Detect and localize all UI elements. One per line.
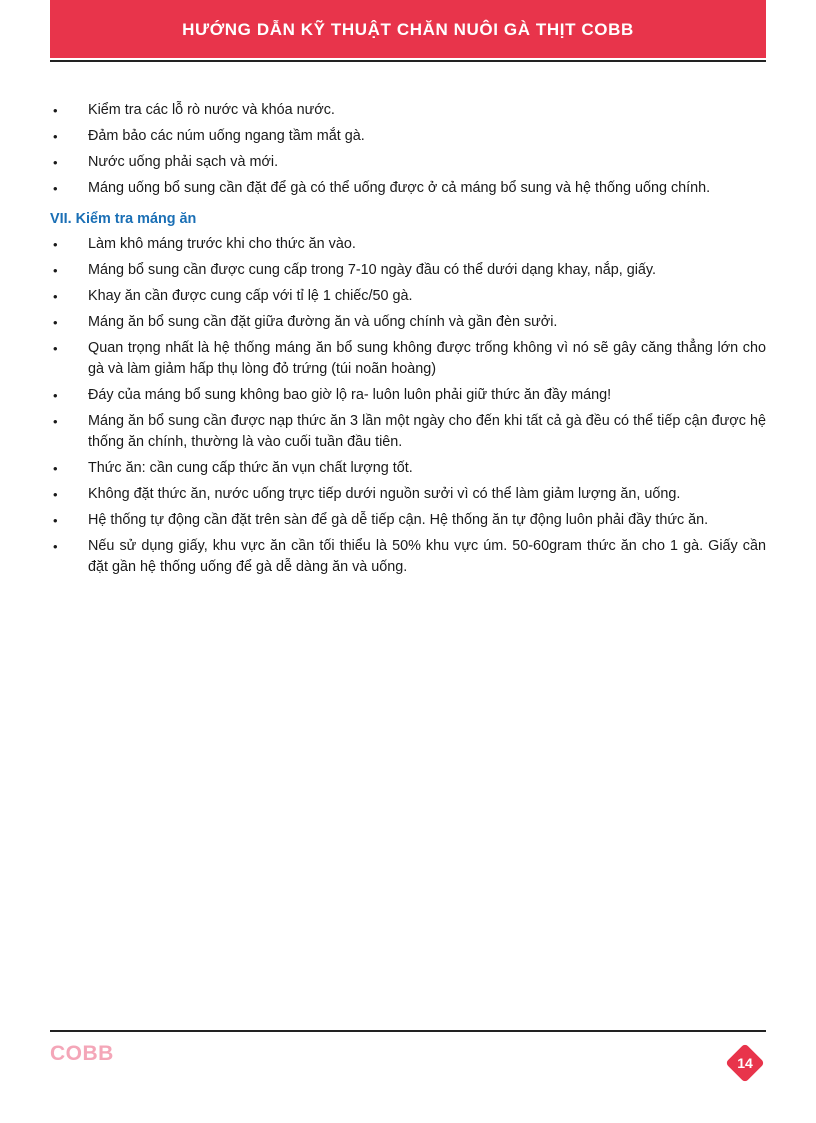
list-item: • Thức ăn: cần cung cấp thức ăn vụn chất lượng tốt. [50, 458, 766, 479]
list-item: • Kiểm tra các lỗ rò nước và khóa nước. [50, 100, 766, 121]
water-check-list [50, 100, 766, 199]
list-item: • Nước uống phải sạch và mới. [50, 152, 766, 173]
list-item: • Không đặt thức ăn, nước uống trực tiếp dưới nguồn sưởi vì có thể làm giảm lượng ăn, uống. [50, 484, 766, 505]
list-item: • Máng uống bổ sung cần đặt để gà có thể uống được ở cả máng bổ sung và hệ thống uống chính. [50, 178, 766, 199]
page-number: 14 [737, 1055, 753, 1071]
page-title: HƯỚNG DẪN KỸ THUẬT CHĂN NUÔI GÀ THỊT COBB [182, 20, 634, 39]
list-item: • Đáy của máng bổ sung không bao giờ lộ ra- luôn luôn phải giữ thức ăn đầy máng! [50, 385, 766, 406]
page-number-badge [728, 1046, 762, 1080]
header-bar [50, 0, 766, 58]
list-item: • Máng bổ sung cần được cung cấp trong 7-10 ngày đầu có thể dưới dạng khay, nắp, giấy. [50, 260, 766, 281]
list-item: • Đảm bảo các núm uống ngang tầm mắt gà. [50, 126, 766, 147]
list-item: • Nếu sử dụng giấy, khu vực ăn cần tối thiểu là 50% khu vực úm. 50-60gram thức ăn cho 1 gà. Giấy cần đặt gần hệ thống uống để gà dễ dàng ăn và uống. [50, 536, 766, 578]
cobb-logo: COBB [50, 1042, 114, 1065]
header-divider [50, 60, 766, 62]
page-content [50, 100, 766, 583]
list-item: • Khay ăn cần được cung cấp với tỉ lệ 1 chiếc/50 gà. [50, 286, 766, 307]
list-item: • Làm khô máng trước khi cho thức ăn vào. [50, 234, 766, 255]
list-item: • Máng ăn bổ sung cần đặt giữa đường ăn và uống chính và gần đèn sưởi. [50, 312, 766, 333]
list-item: • Máng ăn bổ sung cần được nạp thức ăn 3 lần một ngày cho đến khi tất cả gà đều có thể tiếp cận được hệ thống ăn chính, thường là vào cuối tuần đầu tiên. [50, 411, 766, 453]
section-heading-feeder-check: VII. Kiểm tra máng ăn [50, 211, 197, 227]
list-item: • Quan trọng nhất là hệ thống máng ăn bổ sung không được trống không vì nó sẽ gây căng thẳng lớn cho gà và làm giảm hấp thụ lòng đỏ trứng (túi noãn hoàng) [50, 338, 766, 380]
footer-divider [50, 1030, 766, 1032]
list-item: • Hệ thống tự động cần đặt trên sàn để gà dễ tiếp cận. Hệ thống ăn tự động luôn phải đầy thức ăn. [50, 510, 766, 531]
feeder-check-list [50, 234, 766, 578]
